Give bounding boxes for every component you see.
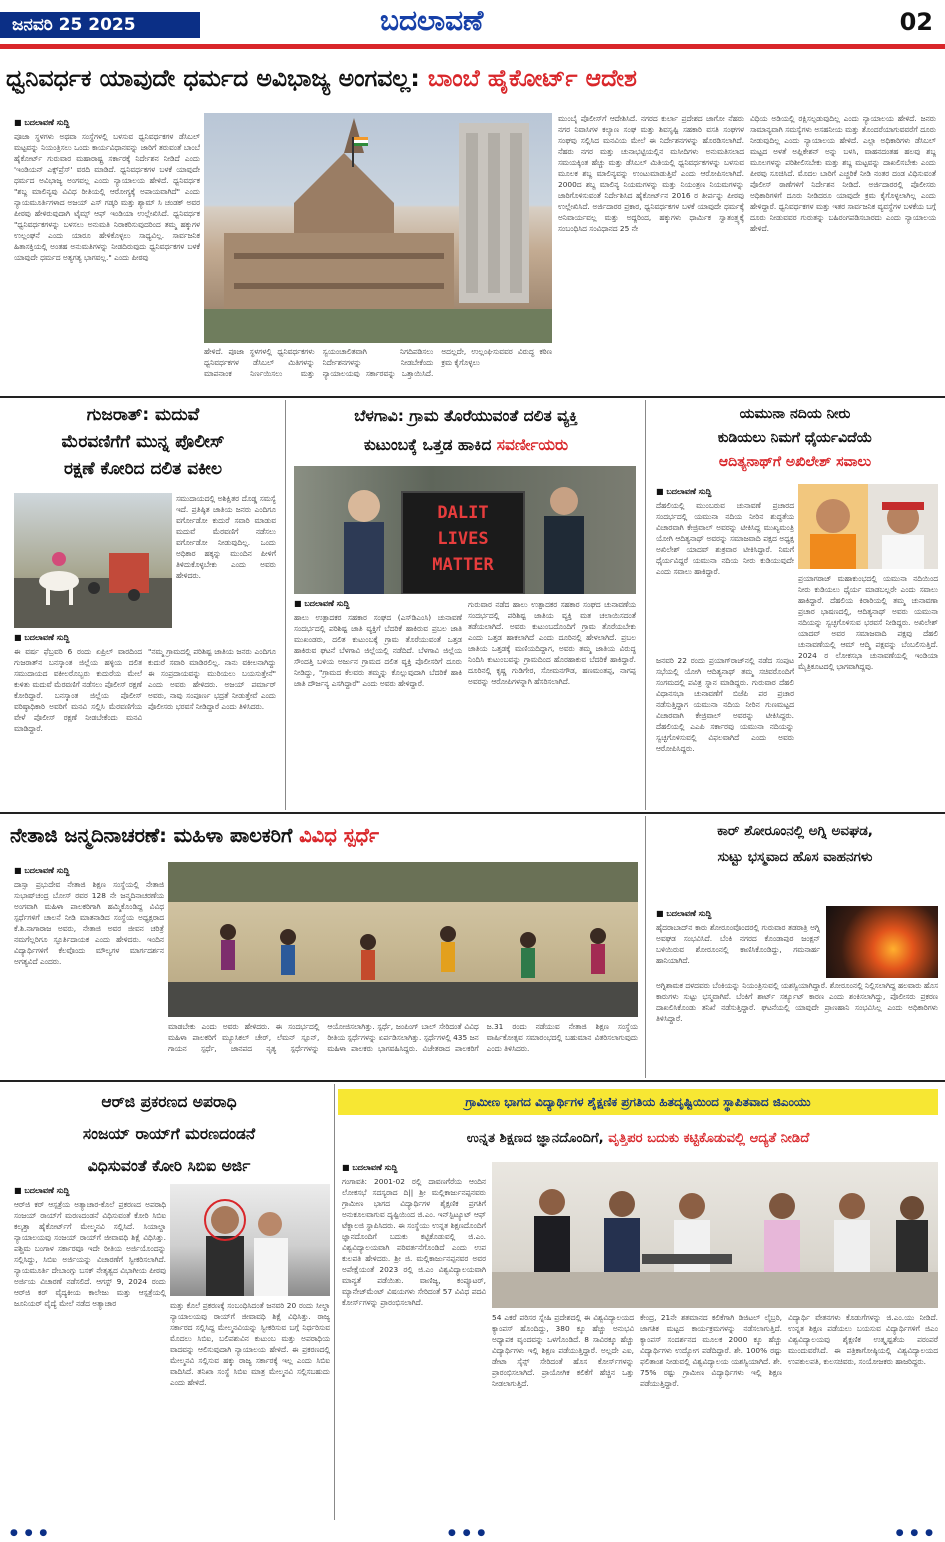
story7-headline	[10, 1086, 328, 1182]
placard-line-3: MATTER	[432, 555, 494, 575]
story8-column-right: ವಿದ್ಯಾರ್ಥಿ ವೇತನಗಳು ಕೊಡುಗೆಗಳನ್ನು ಜಿ.ಎಂ.ಯು ನೀಡಿದೆ. ಉನ್ನತ ಶಿಕ್ಷಣ ಪಡೆಯಲು ಬಯಸುವ ವಿದ್ಯಾರ್ಥಿಗಳಿಗೆ ಜಿಎಂ ವಿಶ್ವವಿದ್ಯಾಲಯವು ಶೈಕ್ಷಣಿಕ ಉತ್ಕೃಷ್ಟತೆಯ ಪರಂಪರೆ ಮುಂದುವರೆಸಿದೆ. ಈ ಪತ್ರಿಕಾಗೋಷ್ಠಿಯಲ್ಲಿ ವಿಶ್ವವಿದ್ಯಾಲಯದ ಉಪಕುಲಪತಿ, ಕುಲಸಚಿವರು, ಸಂಯೋಜಕರು ಹಾಜರಿದ್ದರು.	[788, 1313, 938, 1366]
story8-headline	[338, 1122, 938, 1156]
story2-headline-line2: ಮೆರವಣಿಗೆಗೆ ಮುನ್ನ ಪೊಲೀಸ್	[61, 432, 225, 452]
placard-line-2: LIVES	[437, 529, 489, 549]
masthead	[0, 0, 945, 50]
column-divider	[334, 1084, 335, 1520]
story2-headline-line1: ಗುಜರಾತ್: ಮದುವೆ	[86, 405, 200, 425]
story4-headline-line1: ಯಮುನಾ ನದಿಯ ನೀರು	[739, 406, 851, 422]
story5-headline	[10, 818, 640, 854]
newspaper-name: ಬದಲಾವಣೆ	[380, 4, 484, 37]
page-footer	[0, 1522, 945, 1542]
story8-banner: ಗ್ರಾಮೀಣ ಭಾಗದ ವಿದ್ಯಾರ್ಥಿಗಳ ಶೈಕ್ಷಣಿಕ ಪ್ರಗತಿಯ ಹಿತದೃಷ್ಟಿಯಿಂದ ಸ್ಥಾಪಿತವಾದ ಜಿಎಂಯು	[338, 1089, 938, 1115]
issue-date: ಜನವರಿ 25 2025	[0, 12, 200, 38]
politicians-illustration	[798, 484, 938, 569]
story2-column-bottom-right: "ನಮ್ಮ ಗ್ರಾಮದಲ್ಲಿ ಪರಿಶಿಷ್ಟ ಜಾತಿಯ ಜನರು ಎಂದಿಗೂ ಕುದುರೆ ಸವಾರಿ ಮಾಡಿರಲಿಲ್ಲ. ನಾನು ವಕೀಲನಾಗಿದ್ದು ಈ ಸಂಪ್ರದಾಯವನ್ನು ಮುರಿಯಲು ಬಯಸುತ್ತೇನೆ" ಎಂದು ಅವರು ಹೇಳಿದರು. ಅಜಯ್ ಪರ್ಮಾರ್ ಅವರು, ನಾವು ಸಂಪೂರ್ಣ ಭದ್ರತೆ ನೀಡುತ್ತೇವೆ ಎಂದು ಪೊಲೀಸರು ಭರವಸೆ ನೀಡಿದ್ದಾರೆ ಎಂದು ತಿಳಿಸಿದರು.	[148, 647, 276, 711]
story3-headline-line1: ಬೆಳಗಾವಿ: ಗ್ರಾಮ ತೊರೆಯುವಂತೆ ದಲಿತ ವ್ಯಕ್ತಿ	[354, 407, 578, 425]
story4-byline: ■ ಬದಲಾವಣೆ ಸುದ್ದಿ	[656, 487, 711, 497]
story6-column-full: ಅಗ್ನಿಶಾಮಕ ದಳದವರು ಬೆಂಕಿಯನ್ನು ನಿಯಂತ್ರಿಸುವಲ್ಲಿ ಯಶಸ್ವಿಯಾಗಿದ್ದಾರೆ. ಶೋರೂಂನಲ್ಲಿ ನಿಲ್ಲಿಸಲಾಗಿದ್ದ ಹಲವಾರು ಹೊಸ ಕಾರುಗಳು ಸುಟ್ಟು ಭಸ್ಮವಾಗಿವೆ. ಬೆಂಕಿಗೆ ಶಾರ್ಟ್ ಸರ್ಕ್ಯೂಟ್ ಕಾರಣ ಎಂದು ಶಂಕಿಸಲಾಗಿದ್ದು, ಪೊಲೀಸರು ಪ್ರಕರಣ ದಾಖಲಿಸಿಕೊಂಡು ತನಿಖೆ ನಡೆಸುತ್ತಿದ್ದಾರೆ. ಘಟನೆಯಲ್ಲಿ ಯಾವುದೇ ಪ್ರಾಣಹಾನಿ ಸಂಭವಿಸಿಲ್ಲ ಎಂದು ಅಧಿಕಾರಿಗಳು ತಿಳಿಸಿದ್ದಾರೆ.	[656, 981, 938, 1023]
story3-headline-line2: ಕುಟುಂಬಕ್ಕೆ ಒತ್ತಡ ಹಾಕಿದ	[363, 436, 497, 454]
footer-dots-center: ● ● ●	[448, 1528, 488, 1538]
dalit-lives-matter-protest-photo	[294, 466, 636, 594]
story1-headline	[6, 58, 940, 98]
story2-byline: ■ ಬದಲಾವಣೆ ಸುದ್ದಿ	[14, 633, 69, 643]
showroom-fire-photo	[826, 906, 938, 978]
story2-headline-line3: ರಕ್ಷಣೆ ಕೋರಿದ ದಲಿತ ವಕೀಲ	[64, 459, 222, 479]
story5-byline: ■ ಬದಲಾವಣೆ ಸುದ್ದಿ	[14, 866, 69, 876]
story1-column-3: ಮುಂಬೈ ಪೊಲೀಸ್‌ಗೆ ಆದೇಶಿಸಿದೆ. ನಗರದ ಕುರ್ಲಾ ಪ್ರದೇಶದ ಜಾಗೋ ನೆಹರು ನಗರ ನಿವಾಸಿಗಳ ಕಲ್ಯಾಣ ಸಂಘ ಮತ್ತು ಶಿವಸೃಷ್ಟಿ ಸಹಕಾರಿ ವಸತಿ ಸಂಘಗಳ ಸಂಘವು ಸಲ್ಲಿಸಿದ ಮನವಿಯ ಮೇಲೆ ಈ ನಿರ್ದೇಶನಗಳನ್ನು ಹೊರಡಿಸಲಾಗಿದೆ. ನೆಹರು ನಗರ ಮತ್ತು ಚುನಾಭಟ್ಟಿಯಲ್ಲಿನ ಮಸೀದಿಗಳು ಅನುಮತಿಸಲಾದ ಸಮಯಕ್ಕಿಂತ ಹೆಚ್ಚು ಮತ್ತು ಡೆಸಿಬಲ್ ಮಿತಿಯಲ್ಲಿ ಧ್ವನಿವರ್ಧಕಗಳನ್ನು ಬಳಸುವ ಮೂಲಕ ಶಬ್ದ ಮಾಲಿನ್ಯವನ್ನು ಉಂಟುಮಾಡುತ್ತಿವೆ ಎಂದು ಆರೋಪಿಸಲಾಗಿದೆ. 2000ದ ಶಬ್ದ ಮಾಲಿನ್ಯ ನಿಯಮಗಳನ್ನು ಮತ್ತು ನಿಯಂತ್ರಣ ನಿಯಮಗಳನ್ನು ಜಾರಿಗೊಳಿಸುವಂತೆ ನಿರ್ದೇಶಿಸಿದ ಹೈಕೋರ್ಟ್‌ನ 2016 ರ ತೀರ್ಪನ್ನು ಪೀಠವು ಉಲ್ಲೇಖಿಸಿದೆ. ಅರ್ಜಿದಾರರ ಪ್ರಕಾರ, ಧ್ವನಿವರ್ಧಕಗಳ ಬಳಕೆ ಯಾವುದೇ ಧರ್ಮಕ್ಕೆ ಅನಿವಾರ್ಯವಲ್ಲ ಮತ್ತು ಅದ್ದರಿಂದ, ಹಕ್ಕುಗಳು ಧಾರ್ಮಿಕ ಸ್ವಾತಂತ್ರ್ಯಕ್ಕೆ ಸಂಬಂಧಿಸಿದ ಸಂವಿಧಾನದ 25 ನೇ	[558, 114, 744, 233]
footer-dots-left: ● ● ●	[10, 1528, 50, 1538]
story4-column-mid: ಜನವರಿ 22 ರಂದು ಪ್ರಯಾಗ್‌ರಾಜ್‌ನಲ್ಲಿ ನಡೆದ ಸಂಪುಟ ಸಭೆಯಲ್ಲಿ ಯೋಗಿ ಆದಿತ್ಯನಾಥ್ ತಮ್ಮ ಸಚಿವರೊಂದಿಗೆ ಸಂಗಮದಲ್ಲಿ ಪವಿತ್ರ ಸ್ನಾನ ಮಾಡಿದ್ದರು. ಗುರುವಾರ ದೆಹಲಿ ವಿಧಾನಸಭಾ ಚುನಾವಣೆಗೆ ಬಿಜೆಪಿ ಪರ ಪ್ರಚಾರ ನಡೆಸುತ್ತಿದ್ದಾಗ ಯಮುನಾ ನದಿಯ ನೀರಿನ ಗುಣಮಟ್ಟದ ವಿಚಾರವಾಗಿ ಕೇಜ್ರಿವಾಲ್ ಅವರನ್ನು ಟೀಕಿಸಿದ್ದರು. ದೆಹಲಿಯಲ್ಲಿ ಎಎಪಿ ಸರ್ಕಾರವು ಯಮುನಾ ನದಿಯನ್ನು ಸ್ವಚ್ಛಗೊಳಿಸುವಲ್ಲಿ ವಿಫಲವಾಗಿದೆ ಎಂದು ಅವರು ಆರೋಪಿಸಿದ್ದರು.	[656, 656, 794, 753]
story6-headline-line2: ಸುಟ್ಟು ಭಸ್ಮವಾದ ಹೊಸ ವಾಹನಗಳು	[717, 849, 873, 865]
press-meet-illustration	[492, 1162, 938, 1308]
story8-column-left: ಗಂಗಾವತಿ: 2001-02 ರಲ್ಲಿ ದಾವಣಗೆರೆಯ ಆಂದಿನ ಲೋಕಸಭೆ ಸದಸ್ಯರಾದ ದಿ|| ಶ್ರೀ ಮಲ್ಲಿಕಾರ್ಜುನಪ್ಪನವರು ಗ್ರಾಮೀಣ ಭಾಗದ ವಿದ್ಯಾರ್ಥಿಗಳ ಶೈಕ್ಷಣಿಕ ಪ್ರಗತಿಗೆ ಅನುಕೂಲವಾಗುವ ದೃಷ್ಟಿಯಿಂದ ಜಿ.ಎಂ. ಇನ್‌ಸ್ಟಿಟ್ಯೂಟ್ ಆಫ್ ಟೆಕ್ನಾಲಜಿ ಸ್ಥಾಪಿಸಿದರು. ಈ ಸಂಸ್ಥೆಯು ಉನ್ನತ ಶಿಕ್ಷಣದೊಂದಿಗೆ ಜ್ಞಾನದೊಂದಿಗೆ ಬದುಕು ಕಟ್ಟಿಕೊಡುವಲ್ಲಿ ಜಿ.ಎಂ. ವಿಶ್ವವಿದ್ಯಾಲಯವಾಗಿ ಪರಿವರ್ತನೆಗೊಂಡಿದೆ ಎಂದು ಉಪ ಕುಲಪತಿ ಹೇಳಿದರು. ಶ್ರೀ ಜಿ. ಮಲ್ಲಿಕಾರ್ಜುನಪ್ಪನವರ ಅವರ ಅಪೇಕ್ಷೆಯಂತೆ 2023 ರಲ್ಲಿ ಜಿ.ಎಂ ವಿಶ್ವವಿದ್ಯಾಲಯವಾಗಿ ಮಾನ್ಯತೆ ಪಡೆಯಿತು. ವಾಣಿಜ್ಯ, ಕಂಪ್ಯೂಟರ್, ಮ್ಯಾನೇಜ್‌ಮೆಂಟ್ ವಿಷಯಗಳು ಸೇರಿದಂತೆ 57 ವಿವಿಧ ಪದವಿ ಕೋರ್ಸ್‌ಗಳನ್ನು ಪ್ರಾರಂಭಿಸಲಾಗಿದೆ.	[342, 1177, 486, 1307]
story7-byline: ■ ಬದಲಾವಣೆ ಸುದ್ದಿ	[14, 1186, 69, 1196]
footer-dots-right: ● ● ●	[895, 1528, 935, 1538]
section-divider	[0, 812, 945, 814]
story1-column-4: ವಿಧಿಯ ಅಡಿಯಲ್ಲಿ ರಕ್ಷಿಸಲ್ಪಡುವುದಿಲ್ಲ ಎಂದು ನ್ಯಾಯಾಲಯ ಹೇಳಿದೆ. ಜನರು ಸಾಮಾನ್ಯವಾಗಿ ಸಮಸ್ಯೆಗಳು ಅಸಹನೀಯ ಮತ್ತು ತೊಂದರೆಯಾಗುವವರೆಗೆ ದೂರು ನೀಡುವುದಿಲ್ಲ ಎಂದು ನ್ಯಾಯಾಲಯ ಹೇಳಿದೆ. ಎಲ್ಲಾ ಅಧಿಕಾರಿಗಳು ಡೆಸಿಬಲ್ ಮಟ್ಟದ ಅಳತೆ ಅಪ್ಲಿಕೇಶನ್ ಅನ್ನು ಬಳಸಿ, ವಾಹನದಂತಹ ಹಲವು ಶಬ್ದ ಮೂಲಗಳನ್ನು ಪರಿಶೀಲಿಸಬೇಕು ಮತ್ತು ಶಬ್ದ ಮಟ್ಟವನ್ನು ದಾಖಲಿಸಬೇಕು ಎಂದು ಪೀಠವು ಸೂಚಿಸಿದೆ. ಮೊದಲ ಬಾರಿಗೆ ಎಚ್ಚರಿಕೆ ನೀಡಿ ನಂತರ ದಂಡ ವಿಧಿಸುವಂತೆ ಪೊಲೀಸ್ ಠಾಣೆಗಳಿಗೆ ನಿರ್ದೇಶನ ನೀಡಿದೆ. ಅರ್ಜಿದಾರರಲ್ಲಿ ಪೊಲೀಸರು ಅಧಿಕಾರಿಗಳಿಗೆ ದೂರು ನೀಡಿದರೂ ಯಾವುದೇ ಕ್ರಮ ಕೈಗೊಳ್ಳಲಾಗಿಲ್ಲ ಎಂದು ಹೇಳಿದ್ದಾರೆ. ಧ್ವನಿವರ್ಧಕಗಳ ಮತ್ತು ಇತರ ಸಾರ್ವಜನಿಕ ವ್ಯವಸ್ಥೆಗಳ ಬಳಕೆಯ ಬಗ್ಗೆ ದೂರು ನೀಡುವವರ ಗುರುತನ್ನು ಬಹಿರಂಗಪಡಿಸಬಾರದು ಎಂದು ನ್ಯಾಯಾಲಯ ಹೇಳಿದೆ.	[750, 114, 936, 233]
competition-illustration	[168, 862, 638, 1017]
story8-column-mid-2: ಕೇಂದ್ರ, 21ನೇ ಶತಮಾನದ ಕಲಿಕೆಗಾಗಿ ಡಿಜಿಟಲ್ ಲೈಬ್ರರಿ, ಜಾಗತಿಕ ಮಟ್ಟದ ಕಾರ್ಯಕ್ರಮಗಳನ್ನು ನಡೆಸಲಾಗುತ್ತಿದೆ. ಕ್ಯಾಂಪಸ್ ಸಂದರ್ಶನದ ಮೂಲಕ 2000 ಕ್ಕೂ ಹೆಚ್ಚು ವಿದ್ಯಾರ್ಥಿಗಳು ಉದ್ಯೋಗ ಪಡೆದಿದ್ದಾರೆ. ಶೇ. 100% ರಷ್ಟು ಫಲಿತಾಂಶ ನೀಡುವಲ್ಲಿ ವಿಶ್ವವಿದ್ಯಾಲಯ ಯಶಸ್ವಿಯಾಗಿದೆ. ಶೇ. 75% ರಷ್ಟು ಗ್ರಾಮೀಣ ವಿದ್ಯಾರ್ಥಿಗಳು ಇಲ್ಲಿ ಶಿಕ್ಷಣ ಪಡೆಯುತ್ತಿದ್ದಾರೆ.	[640, 1313, 782, 1388]
placard-line-1: DALIT	[437, 503, 489, 523]
story8-headline-main: ಉನ್ನತ ಶಿಕ್ಷಣದ ಜ್ಞಾನದೊಂದಿಗೆ,	[466, 1131, 609, 1146]
story3-headline	[290, 402, 642, 460]
story1-headline-main: ಧ್ವನಿವರ್ಧಕ ಯಾವುದೇ ಧರ್ಮದ ಅವಿಭಾಜ್ಯ ಅಂಗವಲ್ಲ:	[6, 64, 428, 92]
section-divider	[0, 1080, 945, 1082]
story2-headline	[10, 402, 276, 483]
story8-headline-highlight: ವೃತ್ತಿಪರ ಬದುಕು ಕಟ್ಟಿಕೊಡುವಲ್ಲಿ ಆದ್ಯತೆ ನೀಡಿದೆ	[608, 1131, 810, 1146]
story3-headline-highlight: ಸವರ್ಣೀಯರು	[496, 436, 569, 454]
story6-column-left: ಹೈದರಾಬಾದ್‌ನ ಕಾರು ಶೋರೂಂವೊಂದರಲ್ಲಿ ಗುರುವಾರ ತಡರಾತ್ರಿ ಅಗ್ನಿ ಅವಘಡ ಸಂಭವಿಸಿದೆ. ಬೆಂಕಿ ನಗರದ ಕೊಂಡಾಪುರ ಜಂಕ್ಷನ್ ಬಳಿಯಿರುವ ಶೋರೂಂನಲ್ಲಿ ಕಾಣಿಸಿಕೊಂಡಿದ್ದು, ಗಮನಾರ್ಹ ಹಾನಿಯಾಗಿದೆ.	[656, 923, 820, 965]
story6-headline	[650, 818, 940, 870]
masthead-rule	[0, 44, 945, 49]
story3-column-left: ಹಾಲು ಉತ್ಪಾದಕರ ಸಹಕಾರ ಸಂಘದ (ಎಸ್‌ಡಿಎಂಸಿ) ಚುನಾವಣೆ ಸಂದರ್ಭದಲ್ಲಿ ಪರಿಶಿಷ್ಟ ಜಾತಿ ವ್ಯಕ್ತಿಗೆ ಬೆದರಿಕೆ ಹಾಕಿರುವ ಪ್ರಬಲ ಜಾತಿ ಮುಖಂಡರು, ದಲಿತ ಕುಟುಂಬಕ್ಕೆ ಗ್ರಾಮ ತೊರೆಯುವಂತೆ ಒತ್ತಡ ಹಾಕಿರುವ ಘಟನೆ ಬೆಳಗಾವಿ ಜಿಲ್ಲೆಯಲ್ಲಿ ನಡೆದಿದೆ. ಬೆಳಗಾವಿ ಜಿಲ್ಲೆಯ ಸೌಂದತ್ತಿ ಬಳಿಯ ಅರ್ಜುನ ಗ್ರಾಮದ ದಲಿತ ವ್ಯಕ್ತಿ ಪೊಲೀಸರಿಗೆ ದೂರು ನೀಡಿದ್ದು, "ಗ್ರಾಮದ ಕೆಲವರು ತಮ್ಮನ್ನು ಕೊಲ್ಲುವುದಾಗಿ ಬೆದರಿಕೆ ಹಾಕಿ ಜಾತಿ ದೌರ್ಜನ್ಯ ಎಸಗಿದ್ದಾರೆ" ಎಂದು ಅವರು ಹೇಳಿದ್ದಾರೆ.	[294, 613, 462, 688]
story1-byline: ■ ಬದಲಾವಣೆ ಸುದ್ದಿ	[14, 118, 69, 128]
story5-headline-main: ನೇತಾಜಿ ಜನ್ಮದಿನಾಚರಣೆ: ಮಹಿಳಾ ಪಾಲಕರಿಗೆ	[10, 824, 300, 847]
story3-column-right: ಗುರುವಾರ ನಡೆದ ಹಾಲು ಉತ್ಪಾದಕರ ಸಹಕಾರ ಸಂಘದ ಚುನಾವಣೆಯ ಸಂದರ್ಭದಲ್ಲಿ ಪರಿಶಿಷ್ಟ ಜಾತಿಯ ವ್ಯಕ್ತಿ ಮತ ಚಲಾಯಿಸದಂತೆ ತಡೆಯಲಾಗಿದೆ. ಅವರು ಕುಟುಂಬದೊಂದಿಗೆ ಗ್ರಾಮ ತೊರೆಯಬೇಕು ಎಂದು ಒತ್ತಡ ಹಾಕಲಾಗಿದೆ ಎಂದು ದೂರಿನಲ್ಲಿ ಹೇಳಲಾಗಿದೆ. ಪ್ರಬಲ ಜಾತಿಯ ಒತ್ತಡಕ್ಕೆ ಮಣಿಯದಿದ್ದಾಗ, ಅವರು ತಮ್ಮ ಜಾತಿಯ ವಿರುದ್ಧ ನಿಂದಿಸಿ ಕುಟುಂಬವನ್ನು ಗ್ರಾಮದಿಂದ ಹೊರಹಾಕುವ ಬೆದರಿಕೆ ಹಾಕಿದ್ದಾರೆ. ದೂರಿನಲ್ಲಿ ಕೃಷ್ಣ ಗುಡಿಗೇರ, ಸೋಮನಗೌಡ, ಹಣಮಂತಪ್ಪ, ನಾಗಪ್ಪ ಅವರನ್ನು ಆರೋಪಿಗಳನ್ನಾಗಿ ಹೆಸರಿಸಲಾಗಿದೆ.	[468, 600, 636, 686]
procession-illustration	[14, 493, 172, 628]
story4-headline-line3: ಆದಿತ್ಯನಾಥ್‌ಗೆ ಅಖಿಲೇಶ್ ಸವಾಲು	[718, 454, 872, 470]
story5-photo-text: ಮಾಡಬೇಕು ಎಂದು ಅವರು ಹೇಳಿದರು. ಈ ಸಂದರ್ಭದಲ್ಲಿ ಮಹಿಳಾ ಪಾಲಕರಿಗೆ ಮ್ಯೂಸಿಕಲ್ ಚೇರ್, ಲೆಮನ್ ಸ್ಪೂನ್, ಗಾಯನ ಸ್ಪರ್ಧೆ, ಜಾನಪದ ನೃತ್ಯ ಸ್ಪರ್ಧೆಗಳನ್ನು ಆಯೋಜಿಸಲಾಗಿತ್ತು. ಸ್ಪರ್ಧೆ, ಜಂಪಿಂಗ್ ಬಾಲ್ ಸೇರಿದಂತೆ ವಿವಿಧ ರೀತಿಯ ಸ್ಪರ್ಧೆಗಳನ್ನು ಏರ್ಪಡಿಸಲಾಗಿತ್ತು. ಸ್ಪರ್ಧೆಗಳಲ್ಲಿ 435 ಜನ ಮಹಿಳಾ ಪಾಲಕರು ಭಾಗವಹಿಸಿದ್ದರು. ವಿಜೇತರಾದ ಪಾಲಕರಿಗೆ ಜ.31 ರಂದು ನಡೆಯುವ ನೇತಾಜಿ ಶಿಕ್ಷಣ ಸಂಸ್ಥೆಯ ವಾರ್ಷಿಕೋತ್ಸವ ಸಮಾರಂಭದಲ್ಲಿ ಬಹುಮಾನ ವಿತರಿಸಲಾಗುವುದು ಎಂದು ತಿಳಿಸಿದರು.	[168, 1022, 638, 1053]
story8-byline: ■ ಬದಲಾವಣೆ ಸುದ್ದಿ	[342, 1163, 397, 1173]
accused-photo	[170, 1184, 330, 1296]
story6-headline-line1: ಕಾರ್ ಶೋರೂಂನಲ್ಲಿ ಅಗ್ನಿ ಅವಘಡ,	[717, 823, 873, 839]
press-meet-photo	[492, 1162, 938, 1308]
story5-column-left: ದಾಸ್ಸಾ ಪ್ರಭುದೇವ ನೇತಾಜಿ ಶಿಕ್ಷಣ ಸಂಸ್ಥೆಯಲ್ಲಿ ನೇತಾಜಿ ಸುಭಾಷ್‌ಚಂದ್ರ ಬೋಸ್ ರವರ 128 ನೇ ಜನ್ಮದಿನಾಚರಣೆಯ ಅಂಗವಾಗಿ ಮಹಿಳಾ ಪಾಲಕರಿಗಾಗಿ ಹಮ್ಮಿಕೊಂಡಿದ್ದ ವಿವಿಧ ಸ್ಪರ್ಧೆಗಳಿಗೆ ಚಾಲನೆ ನೀಡಿ ಮಾತನಾಡಿದ ಸಂಸ್ಥೆಯ ಅಧ್ಯಕ್ಷರಾದ ಕೆ.ಶಿ.ನಾಗಾರಾಜ ಅವರು, ನೇತಾಜಿ ಅವರ ಜೀವನ ಚರಿತ್ರೆ ನಮಗೆಲ್ಲರಿಗೂ ಸ್ಫೂರ್ತಿದಾಯಕ ಎಂದು ಹೇಳಿದರು. ಇಂದಿನ ವಿದ್ಯಾರ್ಥಿಗಳಿಗೆ ಕೆಲವೊಂದು ಮೌಲ್ಯಗಳ ಮಾರ್ಗದರ್ಶನ ಅಗತ್ಯವಿದೆ ಎಂದರು.	[14, 880, 164, 966]
story8-column-mid-1: 54 ಎಕರೆ ಪರಿಸರ ಸ್ನೇಹಿ ಪ್ರದೇಶದಲ್ಲಿ ಈ ವಿಶ್ವವಿದ್ಯಾಲಯದ ಕ್ಯಾಂಪಸ್ ಹೊಂದಿದ್ದು, 380 ಕ್ಕೂ ಹೆಚ್ಚು ಅನುಭವಿ ಅಧ್ಯಾಪಕ ವೃಂದವನ್ನು ಒಳಗೊಂಡಿದೆ. 8 ಸಾವಿರಕ್ಕೂ ಹೆಚ್ಚು ವಿದ್ಯಾರ್ಥಿಗಳು ಇಲ್ಲಿ ಶಿಕ್ಷಣ ಪಡೆಯುತ್ತಿದ್ದಾರೆ. ಅಲ್ಲದೇ ಎಐ, ಡೇಟಾ ಸೈನ್ಸ್ ಸೇರಿದಂತೆ ಹೊಸ ಕೋರ್ಸ್‌ಗಳನ್ನು ಪ್ರಾರಂಭಿಸಲಾಗಿದೆ. ಪ್ರಾಯೋಗಿಕ ಕಲಿಕೆಗೆ ಹೆಚ್ಚಿನ ಒತ್ತು ನೀಡಲಾಗುತ್ತಿದೆ.	[492, 1313, 634, 1388]
story4-headline-line2: ಕುಡಿಯಲು ನಿಮಗೆ ಧೈರ್ಯವಿದೆಯೆ	[717, 430, 873, 446]
story1-headline-highlight: ಬಾಂಬೆ ಹೈಕೋರ್ಟ್ ಆದೇಶ	[427, 64, 637, 92]
womens-competition-photo	[168, 862, 638, 1017]
story3-byline: ■ ಬದಲಾವಣೆ ಸುದ್ದಿ	[294, 599, 349, 609]
story7-column-left: ಆರ್‌ಜಿ ಕರ್ ಆಸ್ಪತ್ರೆಯ ಅತ್ಯಾಚಾರ-ಕೊಲೆ ಪ್ರಕರಣದ ಅಪರಾಧಿ ಸಂಜಯ್ ರಾಯ್‌ಗೆ ಮರಣದಂಡನೆ ವಿಧಿಸುವಂತೆ ಕೋರಿ ಸಿಬಿಐ ಕಲ್ಕತ್ತಾ ಹೈಕೋರ್ಟ್‌ಗೆ ಮೇಲ್ಮನವಿ ಸಲ್ಲಿಸಿದೆ. ಸಿಯಾಲ್ದಾ ನ್ಯಾಯಾಲಯವು ಸಂಜಯ್ ರಾಯ್‌ಗೆ ಜೀವಾವಧಿ ಶಿಕ್ಷೆ ವಿಧಿಸಿತ್ತು. ಪಶ್ಚಿಮ ಬಂಗಾಳ ಸರ್ಕಾರವೂ ಇದೇ ರೀತಿಯ ಅರ್ಜಿಯೊಂದನ್ನು ಸಲ್ಲಿಸಿದ್ದು, ಸಿಬಿಐ ಅರ್ಜಿಯನ್ನು ವಿಚಾರಣೆಗೆ ಸ್ವೀಕರಿಸಲಾಗಿದೆ. ನ್ಯಾಯಮೂರ್ತಿ ದೇಬಾಂಗ್ಸು ಬಸಕ್ ನೇತೃತ್ವದ ವಿಭಾಗೀಯ ಪೀಠವು ಅರ್ಜಿಯ ವಿಚಾರಣೆ ನಡೆಸಲಿದೆ. ಆಗಸ್ಟ್ 9, 2024 ರಂದು ಆರ್‌ಜಿ ಕರ್ ವೈದ್ಯಕೀಯ ಕಾಲೇಜು ಮತ್ತು ಆಸ್ಪತ್ರೆಯಲ್ಲಿ ಜೂನಿಯರ್ ವೈದ್ಯೆ ಮೇಲೆ ನಡೆದ ಅತ್ಯಾಚಾರ	[14, 1200, 166, 1308]
bombay-high-court-photo	[204, 113, 552, 343]
wedding-procession-photo	[14, 493, 172, 628]
column-divider	[645, 816, 646, 1078]
story4-column-right: ಪ್ರಯಾಗರಾಜ್ ಮಹಾಕುಂಭದಲ್ಲಿ ಯಮುನಾ ನದಿಯಿಂದ ನೀರು ಕುಡಿಯಲು ಧೈರ್ಯ ಮಾಡಬಲ್ಲರೇ ಎಂದು ಸವಾಲು ಹಾಕಿದ್ದಾರೆ. ದೆಹಲಿಯ ಕಿರಾರಿಯಲ್ಲಿ ತಮ್ಮ ಚುನಾವಣಾ ಪ್ರಚಾರ ಭಾಷಣದಲ್ಲಿ, ಆದಿತ್ಯನಾಥ್ ಅವರು ಯಮುನಾ ನದಿಯನ್ನು ಸ್ವಚ್ಛಗೊಳಿಸುವ ಭರವಸೆ ನೀಡಿದ್ದರು. ಅಖಿಲೇಶ್ ಯಾದವ್ ಅವರ ಸಮಾಜವಾದಿ ಪಕ್ಷವು ದೆಹಲಿ ಚುನಾವಣೆಯಲ್ಲಿ ಆಮ್ ಆದ್ಮಿ ಪಕ್ಷವನ್ನು ಬೆಂಬಲಿಸುತ್ತಿದೆ. 2024 ರ ಲೋಕಸಭಾ ಚುನಾವಣೆಯಲ್ಲಿ ಇಂಡಿಯಾ ಮೈತ್ರಿಕೂಟದಲ್ಲಿ ಭಾಗವಾಗಿದ್ದವು.	[798, 574, 938, 671]
story7-column-right: ಮತ್ತು ಕೊಲೆ ಪ್ರಕರಣಕ್ಕೆ ಸಂಬಂಧಿಸಿದಂತೆ ಜನವರಿ 20 ರಂದು ಸೀಲ್ದಾ ನ್ಯಾಯಾಲಯವು ರಾಯ್‌ಗೆ ಜೀವಾವಧಿ ಶಿಕ್ಷೆ ವಿಧಿಸಿತ್ತು. ರಾಜ್ಯ ಸರ್ಕಾರದ ಸಲ್ಲಿಸಿದ್ದ ಮೇಲ್ಮನವಿಯನ್ನು ಸ್ವೀಕರಿಸುವ ಬಗ್ಗೆ ನಿರ್ಧರಿಸುವ ಮೊದಲು ಸಿಬಿಐ, ಬಲಿಪಶುವಿನ ಕುಟುಂಬ ಮತ್ತು ಅಪರಾಧಿಯ ವಾದವನ್ನು ಆಲಿಸುವುದಾಗಿ ನ್ಯಾಯಾಲಯ ಹೇಳಿದೆ. ಈ ಪ್ರಕರಣದಲ್ಲಿ ಮೇಲ್ಮನವಿ ಸಲ್ಲಿಸುವ ಹಕ್ಕು ರಾಜ್ಯ ಸರ್ಕಾರಕ್ಕೆ ಇಲ್ಲ ಎಂದು ಸಿಬಿಐ ವಾದಿಸಿದೆ. ತನಿಖಾ ಸಂಸ್ಥೆ ಸಿಬಿಐ ಮಾತ್ರ ಮೇಲ್ಮನವಿ ಸಲ್ಲಿಸಬಹುದು ಎಂದು ಹೇಳಿದೆ.	[170, 1301, 330, 1387]
politicians-photo	[798, 484, 938, 569]
story2-column-left: ಈ ವರ್ಷ ಫೆಬ್ರವರಿ 6 ರಂದು ಏಪ್ರಿಲ್ ವಾರದಿಂದ ಗುಜರಾತ್‌ನ ಬನಸ್ಕಾಂತ ಜಿಲ್ಲೆಯ ಹಳ್ಳಿಯ ದಲಿತ ಸಮುದಾಯದ ವಕೀಲರೊಬ್ಬರು ಕುದುರೆಯ ಮೇಲೆ ಕುಳಿತು ಮದುವೆ ಮೆರವಣಿಗೆ ನಡೆಸಲು ಪೊಲೀಸ್ ರಕ್ಷಣೆ ಕೋರಿದ್ದಾರೆ. ಬನಸ್ಕಾಂತ ಜಿಲ್ಲೆಯ ಪೊಲೀಸ್ ವರಿಷ್ಠಾಧಿಕಾರಿ ಅವರಿಗೆ ಮನವಿ ಸಲ್ಲಿಸಿ ಮೆರವಣಿಗೆಯ ವೇಳೆ ಪೊಲೀಸ್ ರಕ್ಷಣೆ ನೀಡಬೇಕೆಂದು ಮನವಿ ಮಾಡಿದ್ದಾರೆ.	[14, 647, 142, 733]
page-number: 02	[899, 8, 933, 36]
story4-headline	[650, 402, 940, 474]
story7-headline-line3: ವಿಧಿಸುವಂತೆ ಕೋರಿ ಸಿಬಿಐ ಅರ್ಜಿ	[87, 1157, 251, 1175]
section-divider	[0, 396, 945, 398]
story4-column-top: ದೆಹಲಿಯಲ್ಲಿ ಮುಂಬರುವ ಚುನಾವಣೆ ಪ್ರಚಾರದ ಸಂದರ್ಭದಲ್ಲಿ ಯಮುನಾ ನದಿಯ ನೀರಿನ ಶುದ್ಧತೆಯ ವಿಚಾರವಾಗಿ ಕೇಜ್ರಿವಾಲ್ ಅವರನ್ನು ಟೀಕಿಸಿದ್ದ ಮುಖ್ಯಮಂತ್ರಿ ಯೋಗಿ ಆದಿತ್ಯನಾಥ್ ಅವರನ್ನು ಸಮಾಜವಾದಿ ಪಕ್ಷದ ಅಧ್ಯಕ್ಷ ಅಖಿಲೇಶ್ ಯಾದವ್ ಶುಕ್ರವಾರ ಟೀಕಿಸಿದ್ದಾರೆ. ನಿಮಗೆ ಧೈರ್ಯವಿದ್ದರೆ ಯಮುನಾ ನದಿಯ ನೀರು ಕುಡಿಯುವುದೇ ಎಂದು ಸವಾಲು ಹಾಕಿದ್ದಾರೆ.	[656, 501, 794, 576]
story7-headline-line1: ಆರ್‌ಜಿ ಪ್ರಕರಣದ ಅಪರಾಧಿ	[101, 1093, 237, 1111]
protest-placard-text	[402, 500, 524, 578]
story7-headline-line2: ಸಂಜಯ್ ರಾಯ್‌ಗೆ ಮರಣದಂಡನೆ	[82, 1125, 256, 1143]
story5-headline-highlight: ವಿವಿಧ ಸ್ಪರ್ಧೆ	[299, 824, 379, 847]
accused-illustration	[170, 1184, 330, 1296]
story6-byline: ■ ಬದಲಾವಣೆ ಸುದ್ದಿ	[656, 909, 711, 919]
high-court-illustration	[204, 113, 552, 343]
column-divider	[285, 400, 286, 810]
story1-column-1: ಪೂಜಾ ಸ್ಥಳಗಳು ಅಥವಾ ಸಂಸ್ಥೆಗಳಲ್ಲಿ ಬಳಸುವ ಧ್ವನಿವರ್ಧಕಗಳ ಡೆಸಿಬಲ್ ಮಟ್ಟವನ್ನು ನಿಯಂತ್ರಿಸಲು ಒಂದು ಕಾರ್ಯವಿಧಾನವನ್ನು ಜಾರಿಗೆ ತರುವಂತೆ ಬಾಂಬೆ ಹೈಕೋರ್ಟ್ ಗುರುವಾರ ಮಹಾರಾಷ್ಟ್ರ ಸರ್ಕಾರಕ್ಕೆ ನಿರ್ದೇಶನ ನೀಡಿದೆ ಎಂದು 'ಇಂಡಿಯನ್ ಎಕ್ಸ್‌ಪ್ರೆಸ್' ವರದಿ ಮಾಡಿದೆ. ಧ್ವನಿವರ್ಧಕಗಳ ಬಳಕೆ ಯಾವುದೇ ಧರ್ಮದ ಅವಿಭಾಜ್ಯ ಅಂಗವಲ್ಲ ಎಂದು ನ್ಯಾಯಾಲಯ ಹೇಳಿದೆ. ಧ್ವನಿವರ್ಧಕ "ಶಬ್ದ ಮಾಲಿನ್ಯವು ವಿವಿಧ ರೀತಿಯಲ್ಲಿ ಆರೋಗ್ಯಕ್ಕೆ ಅಪಾಯವಾಗಿದೆ" ಎಂದು ನ್ಯಾಯಮೂರ್ತಿಗಳಾದ ಅಜಯ್ ಎಸ್ ಗಡ್ಕರಿ ಮತ್ತು ಶ್ಯಾಮ್ ಸಿ ಚಂಡಕ್ ಅವರ ಪೀಠವು ಹೇಳಿರುವುದಾಗಿ ಟೈಮ್ಸ್ ಆಫ್ ಇಂಡಿಯಾ ಉಲ್ಲೇಖಿಸಿದೆ. ಧ್ವನಿವರ್ಧಕ "ಧ್ವನಿವರ್ಧಕಗಳನ್ನು ಬಳಸಲು ಅನುಮತಿ ನಿರಾಕರಿಸುವುದರಿಂದ ತಮ್ಮ ಹಕ್ಕುಗಳ ಉಲ್ಲಂಘನೆ ಎಂದು ಯಾರೂ ಹೇಳಿಕೊಳ್ಳಲು ಸಾಧ್ಯವಿಲ್ಲ. ಸಾರ್ವಜನಿಕ ಹಿತಾಸಕ್ತಿಯಲ್ಲಿ ಅಂತಹ ಅನುಮತಿಗಳನ್ನು ನೀಡದಿರುವುದು ಧ್ವನಿವರ್ಧಕಗಳ ಬಳಕೆ ಯಾವುದೇ ಧರ್ಮದ ಅತ್ಯಗತ್ಯ ಭಾಗವಲ್ಲ." ಎಂದು ಪೀಠವು	[14, 132, 200, 262]
story2-column-right: ಸಮುದಾಯದಲ್ಲಿ ಅಶಿಕ್ಷಿತರ ದೊಡ್ಡ ಸಮಸ್ಯೆ ಇದೆ. ಪ್ರತಿಷ್ಠಿತ ಜಾತಿಯ ಜನರು ಎಂದಿಗೂ ವರ್ಗೋಡೋ ಕುದುರೆ ಸವಾರಿ ಮಾಡುವ ಮದುವೆ ಮೆರವಣಿಗೆ ನಡೆಸಲು ವರ್ಗೋಡೋ ನೀಡುವುದಿಲ್ಲ. ಒಂದು ಅಧಿಕಾರ ಹಕ್ಕನ್ನು ಮುಂದಿನ ಪೀಳಿಗೆ ತಿಳಿದುಕೊಳ್ಳಬೇಕು ಎಂದು ಅವರು ಹೇಳಿದರು.	[176, 494, 276, 580]
story1-photo-text: ಹೇಳಿದೆ. ಪೂಜಾ ಸ್ಥಳಗಳಲ್ಲಿ ಧ್ವನಿವರ್ಧಕಗಳು ಧ್ವನಿವರ್ಧಕಗಳ ಡೆಸಿಬಲ್ ಮಿತಿಗಳನ್ನು ಮಾಪನಾಂಕ ನಿರ್ಣಯಿಸಲು ಮತ್ತು ಸ್ವಯಂಚಾಲಿತವಾಗಿ ನಿಗದಿಪಡಿಸಲು ನಿರ್ದೇಶನಗಳನ್ನು ನೀಡಬೇಕೆಂದು ನ್ಯಾಯಾಲಯವು ಸರ್ಕಾರವನ್ನು ಒತ್ತಾಯಿಸಿದೆ. ಅದಲ್ಲದೇ, ಉಲ್ಲಂಘಿಸುವವರ ವಿರುದ್ಧ ಕಠಿಣ ಕ್ರಮ ಕೈಗೊಳ್ಳಲು	[204, 347, 552, 378]
column-divider	[645, 400, 646, 810]
